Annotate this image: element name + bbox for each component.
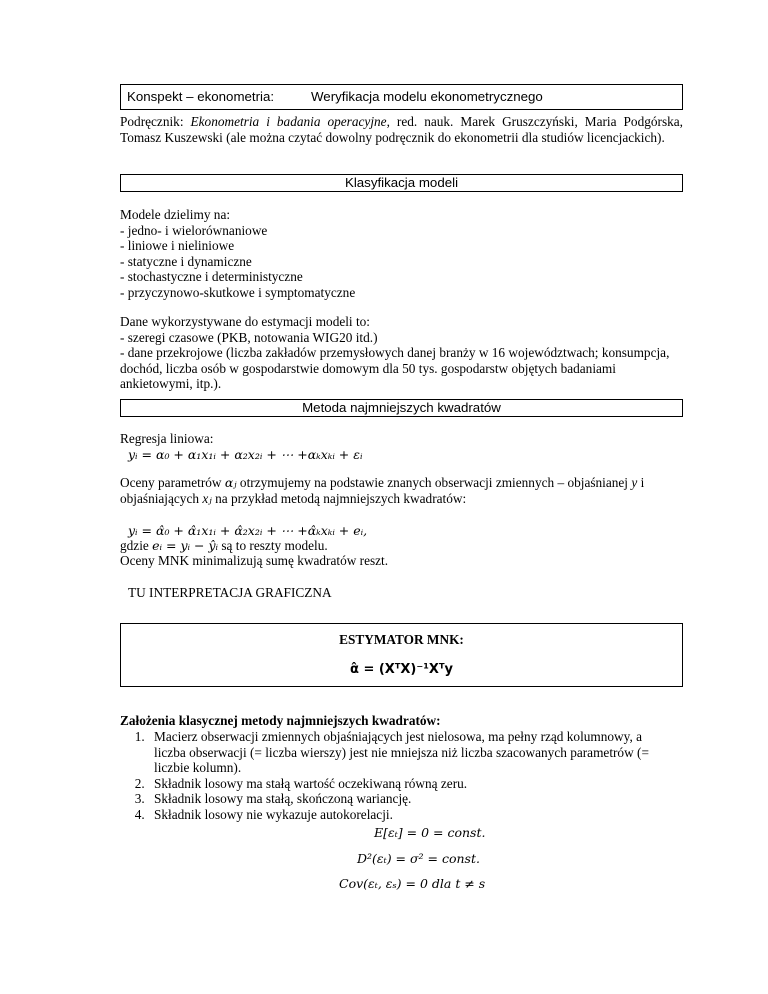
classification-intro: Modele dzielimy na: [120,207,231,222]
where-text-b: są to reszty modelu. [218,538,328,553]
list-item: - liniowe i nieliniowe [120,238,235,253]
estimates-text-d: na przykład metodą najmniejszych kwadratów: [211,491,467,506]
data-line-2: - dane przekrojowe (liczba zakładów przemysłowych danej branży w 16 województwach; konsumpcja, dochód, liczba osób w gospodarstwie domowym dla 50 tys. gospodarstw objętych badaniami ankietowymi, itp.). [120,345,670,391]
estimates-text-c: i objaśniających [120,475,645,506]
data-types [120,314,683,392]
alpha-j: αⱼ [224,475,237,490]
regression-equation: yᵢ = α₀ + α₁x₁ᵢ + α₂x₂ᵢ + ⋯ +αₖxₖᵢ + εᵢ [128,447,363,462]
estimates-text-b: otrzymujemy na podstawie znanych obserwacji zmiennych – objaśnianej [236,475,632,490]
header-right: Weryfikacja modelu ekonometrycznego [311,89,543,104]
var-xj: xⱼ [202,491,212,506]
estimator-title: ESTYMATOR MNK: [339,632,464,647]
estimates-paragraph [120,475,683,507]
list-item: 4. Składnik losowy nie wykazuje autokorelacji. [148,807,671,823]
assumptions-list [120,729,671,822]
residual-equation: eᵢ = yᵢ − ŷᵢ [152,538,219,553]
classification-heading: Klasyfikacja modeli [344,175,459,190]
list-item: - przyczynowo-skutkowe i symptomatyczne [120,284,356,300]
estimator-formula: α̂ = (XᵀX)⁻¹Xᵀy [349,661,454,677]
var-y: y [631,475,638,490]
list-item: - jedno- i wielorównaniowe [120,222,268,238]
textbook-rest: , red. nauk. Marek Gruszczyński, Maria Podgórska, Tomasz Kuszewski (ale można czytać dowolny podręcznik do ekonometrii dla studiów licencjackich). [120,114,683,145]
regression-label: Regresja liniowa: [120,431,214,446]
textbook-title: Ekonometria i badania operacyjne [190,114,387,129]
assumption-equation-3: Cov(εₜ, εₛ) = 0 dla t ≠ s [339,876,486,891]
list-item: 3. Składnik losowy ma stałą, skończoną wariancję. [148,791,671,807]
list-item: 2. Składnik losowy ma stałą wartość oczekiwaną równą zeru. [148,776,671,792]
header-left: Konspekt – ekonometria: [127,89,275,104]
textbook-prefix: Podręcznik: [120,114,191,129]
data-line-1: - szeregi czasowe (PKB, notowania WIG20 itd.) [120,329,378,345]
ols-heading: Metoda najmniejszych kwadratów [302,400,501,415]
header-box [120,84,683,110]
classification-heading-box [120,174,683,192]
ols-minimize: Oceny MNK minimalizują sumę kwadratów reszt. [120,553,389,568]
textbook-reference [120,114,683,145]
assumption-equation-1: E[εₜ] = 0 = const. [374,825,486,840]
list-item: - statyczne i dynamiczne [120,253,252,269]
estimator-box [120,623,683,687]
residuals-definition [120,538,328,554]
assumptions-heading: Założenia klasycznej metody najmniejszych kwadratów: [120,713,441,728]
list-item: 1. Macierz obserwacji zmiennych objaśniających jest nielosowa, ma pełny rząd kolumnowy, a liczba obserwacji (= liczba wierszy) jest nie mniejsza niż liczba szacowanych parametrów (= liczbie kolumn). [148,729,671,776]
estimates-text-a: Oceny parametrów [120,475,225,490]
list-item: - stochastyczne i deterministyczne [120,269,303,284]
ols-heading-box [120,399,683,417]
fitted-equation: yᵢ = α̂₀ + α̂₁x₁ᵢ + α̂₂x₂ᵢ + ⋯ +α̂ₖxₖᵢ + eᵢ, [128,523,368,538]
where-text-a: gdzie [120,538,153,553]
classification-list [120,207,683,300]
assumption-equation-2: D²(εₜ) = σ² = const. [357,851,480,866]
graphic-placeholder: TU INTERPRETACJA GRAFICZNA [128,585,332,600]
data-intro: Dane wykorzystywane do estymacji modeli to: [120,314,370,329]
